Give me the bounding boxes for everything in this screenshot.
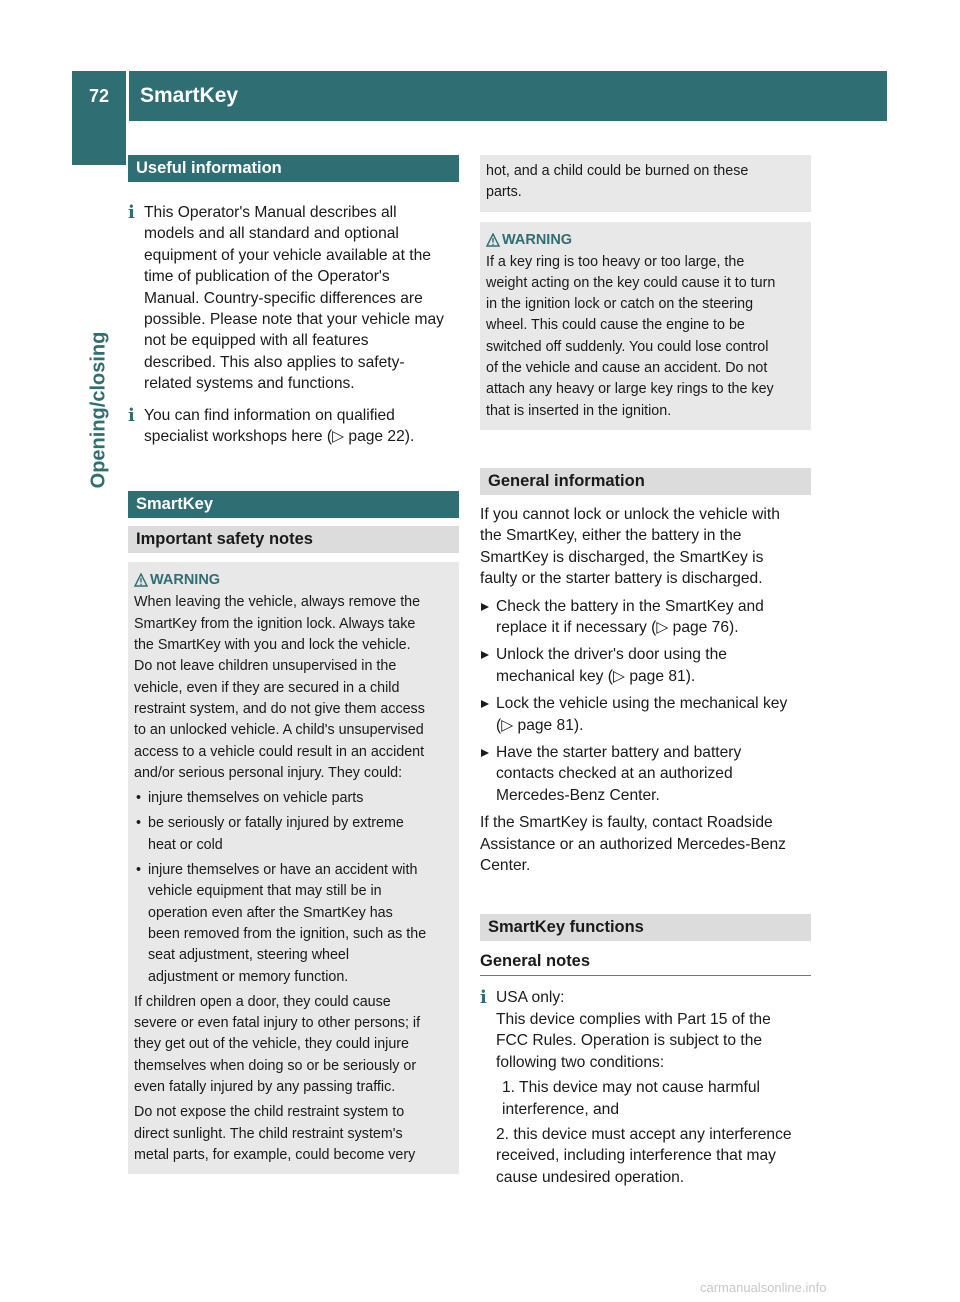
text-line: mechanical key (▷ page 81). bbox=[496, 667, 696, 685]
text-line: • injure themselves or have an accident with bbox=[148, 862, 418, 879]
warning-box-children bbox=[128, 562, 459, 1174]
text-line: If a key ring is too heavy or too large, the bbox=[486, 253, 745, 270]
text-line: SmartKey from the ignition lock. Always take bbox=[134, 615, 416, 632]
text-line: related systems and functions. bbox=[144, 375, 355, 393]
fcc-condition-1 bbox=[496, 1077, 811, 1120]
text-line: Do not leave children unsupervised in the bbox=[134, 658, 397, 675]
text-line: If you cannot lock or unlock the vehicle with bbox=[480, 505, 780, 523]
text-line: received, including interference that may bbox=[496, 1147, 776, 1165]
text-line: seat adjustment, steering wheel bbox=[148, 947, 350, 964]
text-line: time of publication of the Operator's bbox=[144, 268, 390, 286]
text-line: vehicle equipment that may still be in bbox=[148, 883, 382, 900]
text-line: parts. bbox=[486, 184, 522, 201]
useful-info-heading: Useful information bbox=[128, 155, 459, 182]
text-line: following two conditions: bbox=[496, 1053, 665, 1071]
general-info-intro bbox=[480, 504, 811, 590]
text-line: Check the battery in the SmartKey and bbox=[496, 597, 764, 615]
info-note-manual bbox=[128, 202, 459, 395]
text-line: hot, and a child could be burned on these bbox=[486, 163, 749, 179]
text-line: themselves when doing so or be seriously or bbox=[134, 1057, 417, 1074]
text-line: adjustment or memory function. bbox=[148, 968, 349, 985]
step-arrow-icon bbox=[480, 748, 490, 758]
text-line: Manual. Country-specific differences are bbox=[144, 289, 423, 307]
header-divider bbox=[126, 71, 129, 121]
info-note-fcc-lead: USA only: bbox=[496, 989, 565, 1007]
text-line: operation even after the SmartKey has bbox=[148, 904, 393, 921]
text-line: Assistance or an authorized Mercedes-Benz bbox=[480, 835, 786, 853]
text-line: If children open a door, they could cause bbox=[134, 993, 391, 1010]
text-line: Mercedes-Benz Center. bbox=[496, 786, 660, 804]
warning-title bbox=[486, 230, 803, 250]
text-line: they get out of the vehicle, they could injure bbox=[134, 1036, 409, 1053]
step-check-battery bbox=[480, 596, 811, 639]
chapter-side-label bbox=[72, 300, 126, 520]
info-icon: i bbox=[128, 202, 135, 223]
text-line: faulty or the starter battery is discharged. bbox=[480, 570, 763, 588]
side-tab-marker bbox=[72, 121, 126, 165]
text-line: 2. this device must accept any interference bbox=[496, 1125, 792, 1143]
info-note-manual-text bbox=[144, 202, 459, 395]
safety-notes-heading: Important safety notes bbox=[128, 526, 459, 553]
general-notes-subheading: General notes bbox=[480, 952, 811, 976]
text-line: If the SmartKey is faulty, contact Roadside bbox=[480, 814, 773, 832]
info-note-workshops bbox=[128, 405, 459, 448]
text-line: When leaving the vehicle, always remove the bbox=[134, 594, 421, 611]
warning-continued-text bbox=[486, 161, 803, 204]
page-title: SmartKey bbox=[140, 84, 239, 107]
text-line: 1. This device may not cause harmful bbox=[502, 1079, 760, 1097]
warning-title-text: WARNING bbox=[502, 231, 573, 248]
text-line: access to a vehicle could result in an accident bbox=[134, 743, 425, 760]
step-check-battery-text bbox=[496, 596, 811, 639]
text-line: (▷ page 81). bbox=[496, 716, 584, 734]
step-check-starter-battery-text bbox=[496, 742, 811, 806]
fcc-condition-2 bbox=[496, 1124, 811, 1188]
text-line: models and all standard and optional bbox=[144, 225, 399, 243]
warning-title-text: WARNING bbox=[150, 572, 221, 589]
warning-triangle-icon bbox=[486, 233, 500, 247]
warning-bullet-2 bbox=[134, 813, 451, 856]
text-line: Center. bbox=[480, 857, 531, 875]
warning-title bbox=[134, 570, 451, 590]
text-line: in the ignition lock or catch on the steering bbox=[486, 296, 754, 313]
text-line: that is inserted in the ignition. bbox=[486, 402, 672, 419]
text-line: You can find information on qualified bbox=[144, 406, 395, 424]
right-column bbox=[480, 155, 811, 1188]
text-line: attach any heavy or large key rings to the key bbox=[486, 381, 774, 398]
text-line: • injure themselves on vehicle parts bbox=[148, 790, 364, 807]
smartkey-heading: SmartKey bbox=[128, 491, 459, 518]
text-line: Do not expose the child restraint system to bbox=[134, 1104, 405, 1121]
text-line: cause undesired operation. bbox=[496, 1168, 685, 1186]
text-line: described. This also applies to safety- bbox=[144, 353, 405, 371]
step-arrow-icon bbox=[480, 699, 490, 709]
text-line: of the vehicle and cause an accident. Do not bbox=[486, 360, 768, 377]
text-line: Unlock the driver's door using the bbox=[496, 646, 727, 664]
text-line: and/or serious personal injury. They could: bbox=[134, 764, 403, 781]
text-line: the SmartKey with you and lock the vehicle. bbox=[134, 637, 411, 654]
text-line: SmartKey is discharged, the SmartKey is bbox=[480, 548, 764, 566]
general-info-heading: General information bbox=[480, 468, 811, 495]
warning-bullet-3 bbox=[134, 860, 451, 988]
left-column bbox=[128, 155, 459, 1174]
text-line: weight acting on the key could cause it to turn bbox=[486, 274, 776, 291]
text-line: interference, and bbox=[502, 1100, 620, 1118]
text-line: been removed from the ignition, such as the bbox=[148, 925, 427, 942]
info-icon: i bbox=[480, 987, 487, 1009]
step-arrow-icon bbox=[480, 650, 490, 660]
info-icon: i bbox=[128, 404, 135, 426]
text-line: the SmartKey, either the battery in the bbox=[480, 527, 742, 545]
text-line: to an unlocked vehicle. A child's unsupervised bbox=[134, 722, 424, 739]
page-number: 72 bbox=[88, 86, 110, 106]
text-line: not be equipped with all features bbox=[144, 332, 369, 350]
warning-para-3 bbox=[134, 1102, 451, 1166]
text-line: switched off suddenly. You could lose control bbox=[486, 338, 769, 355]
text-line: Have the starter battery and battery bbox=[496, 744, 742, 762]
warning-box-key-ring bbox=[480, 222, 811, 430]
text-line: severe or even fatal injury to other persons; if bbox=[134, 1015, 421, 1032]
text-line: • be seriously or fatally injured by extreme bbox=[148, 815, 404, 832]
general-info-outro bbox=[480, 812, 811, 876]
warning-triangle-icon bbox=[134, 573, 148, 587]
text-line: metal parts, for example, could become very bbox=[134, 1146, 416, 1163]
text-line: wheel. This could cause the engine to be bbox=[486, 317, 745, 334]
info-note-workshops-text bbox=[144, 405, 459, 448]
warning-intro bbox=[134, 592, 451, 784]
step-check-starter-battery bbox=[480, 742, 811, 806]
text-line: vehicle, even if they are secured in a child bbox=[134, 679, 400, 696]
step-arrow-icon bbox=[480, 602, 490, 612]
text-line: restraint system, and do not give them access bbox=[134, 700, 425, 717]
text-line: direct sunlight. The child restraint system's bbox=[134, 1125, 403, 1142]
step-lock-vehicle-text bbox=[496, 693, 811, 736]
text-line: possible. Please note that your vehicle may bbox=[144, 311, 444, 329]
chapter-side-label-text: Opening/closing bbox=[87, 331, 110, 489]
text-line: even fatally injured by any passing traffic. bbox=[134, 1079, 396, 1095]
step-lock-vehicle bbox=[480, 693, 811, 736]
text-line: This device complies with Part 15 of the bbox=[496, 1010, 771, 1028]
text-line: specialist workshops here (▷ page 22). bbox=[144, 428, 415, 446]
text-line: This Operator's Manual describes all bbox=[144, 204, 397, 221]
step-unlock-door-text bbox=[496, 644, 811, 687]
text-line: FCC Rules. Operation is subject to the bbox=[496, 1032, 763, 1050]
text-line: contacts checked at an authorized bbox=[496, 765, 733, 783]
text-line: heat or cold bbox=[148, 836, 223, 853]
text-line: replace it if necessary (▷ page 76). bbox=[496, 619, 739, 636]
info-note-fcc bbox=[480, 987, 811, 1188]
text-line: Lock the vehicle using the mechanical key bbox=[496, 695, 788, 713]
warning-bullet-1 bbox=[134, 788, 451, 809]
info-note-fcc-text bbox=[496, 1009, 811, 1073]
warning-para-2 bbox=[134, 992, 451, 1098]
smartkey-functions-heading: SmartKey functions bbox=[480, 914, 811, 941]
step-unlock-door bbox=[480, 644, 811, 687]
text-line: equipment of your vehicle available at the bbox=[144, 246, 431, 264]
site-watermark: carmanualsonline.info bbox=[700, 1280, 827, 1295]
warning-box-continued bbox=[480, 155, 811, 212]
warning-key-ring-text bbox=[486, 252, 803, 422]
